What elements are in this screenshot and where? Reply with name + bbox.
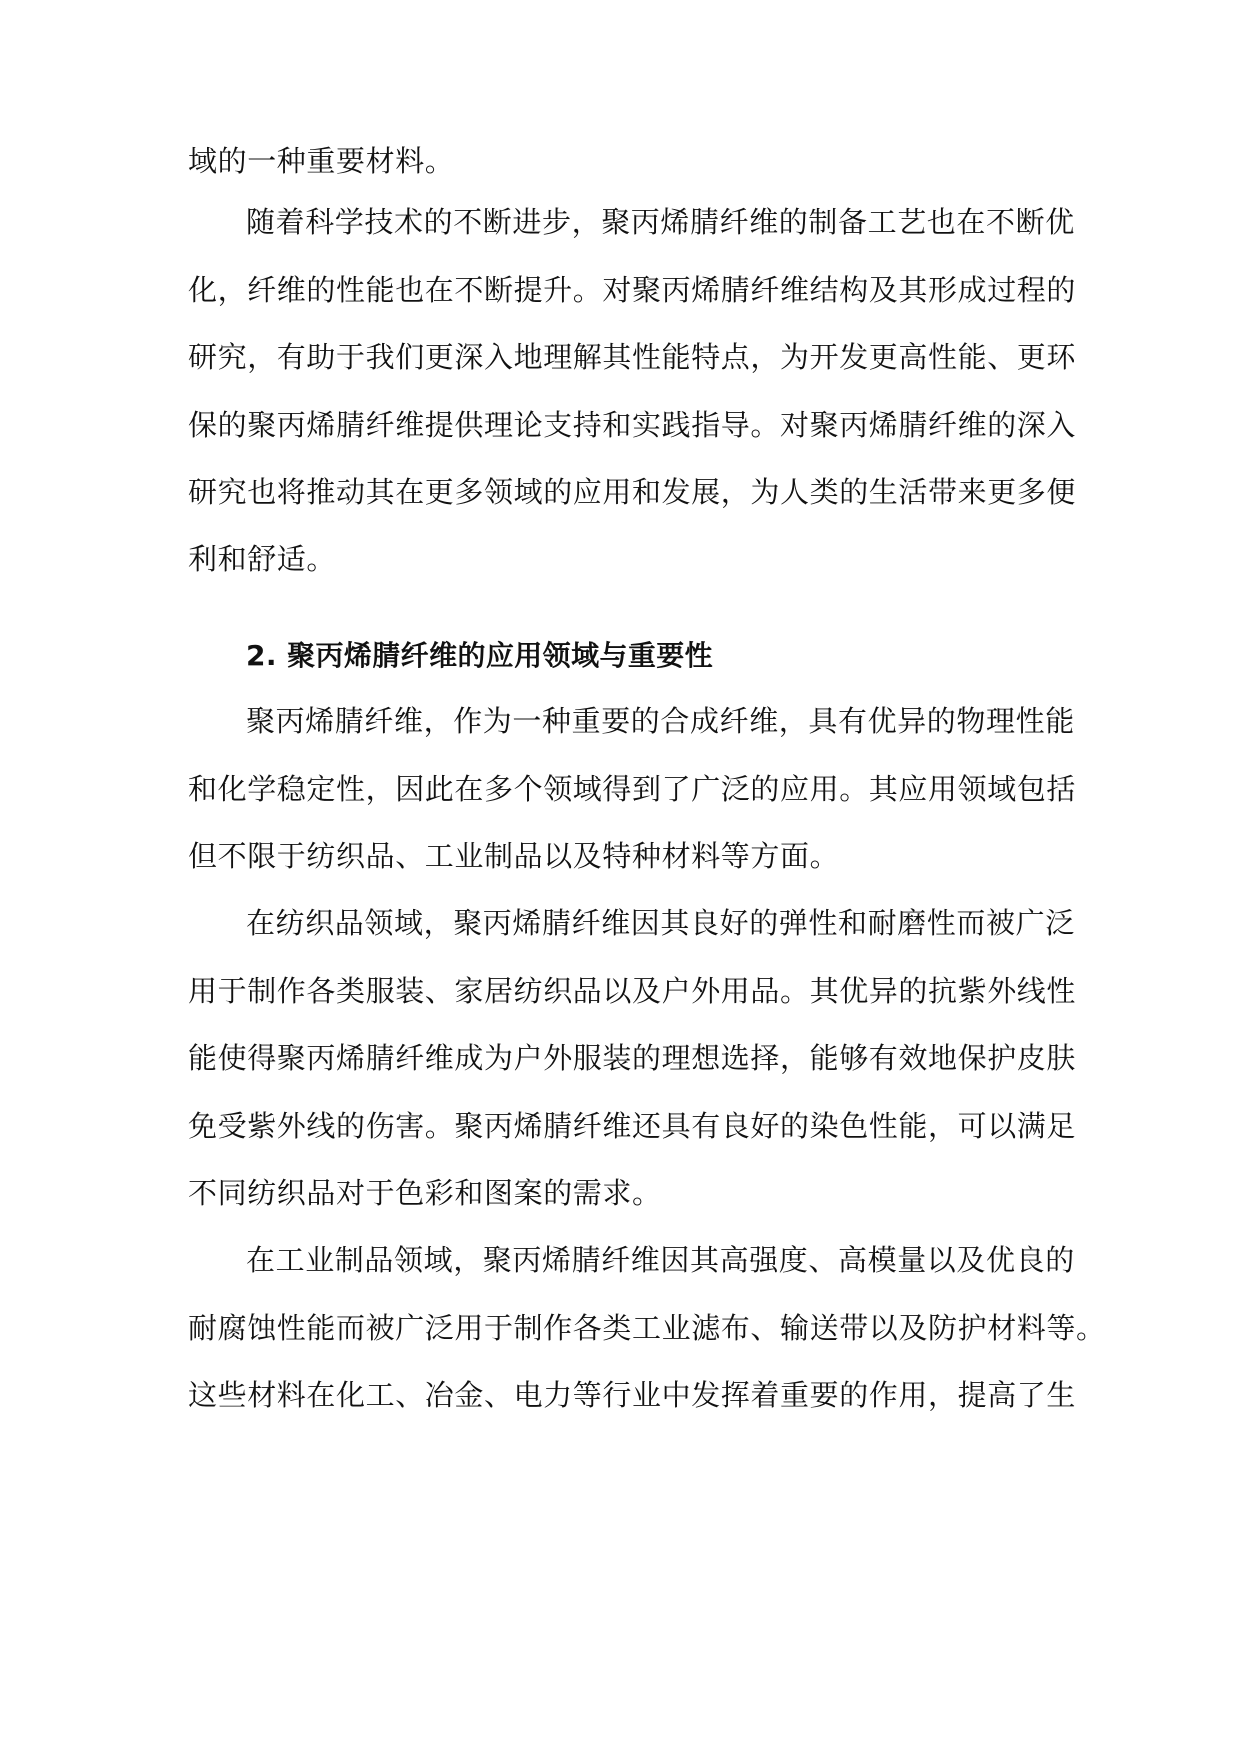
section-heading: 2. 聚丙烯腈纤维的应用领域与重要性 (246, 639, 714, 672)
text-line: 化，纤维的性能也在不断提升。对聚丙烯腈纤维结构及其形成过程的 (188, 273, 1077, 307)
text-line: 保的聚丙烯腈纤维提供理论支持和实践指导。对聚丙烯腈纤维的深入 (188, 408, 1077, 442)
paragraph-first-line: 聚丙烯腈纤维，作为一种重要的合成纤维，具有优异的物理性能 (246, 704, 1075, 738)
text-line: 能使得聚丙烯腈纤维成为户外服装的理想选择，能够有效地保护皮肤 (188, 1041, 1077, 1075)
text-line: 研究，有助于我们更深入地理解其性能特点，为开发更高性能、更环 (188, 340, 1077, 374)
text-line: 研究也将推动其在更多领域的应用和发展，为人类的生活带来更多便 (188, 475, 1077, 509)
text-line: 和化学稳定性，因此在多个领域得到了广泛的应用。其应用领域包括 (188, 772, 1077, 806)
text-line: 用于制作各类服装、家居纺织品以及户外用品。其优异的抗紫外线性 (188, 974, 1077, 1008)
paragraph-first-line: 随着科学技术的不断进步，聚丙烯腈纤维的制备工艺也在不断优 (246, 205, 1075, 239)
text-line: 域的一种重要材料。 (188, 144, 455, 178)
text-line: 这些材料在化工、冶金、电力等行业中发挥着重要的作用，提高了生 (188, 1378, 1077, 1412)
text-line: 不同纺织品对于色彩和图案的需求。 (188, 1176, 662, 1210)
paragraph-first-line: 在纺织品领域，聚丙烯腈纤维因其良好的弹性和耐磨性而被广泛 (246, 906, 1075, 940)
text-line: 但不限于纺织品、工业制品以及特种材料等方面。 (188, 839, 840, 873)
text-line: 免受紫外线的伤害。聚丙烯腈纤维还具有良好的染色性能，可以满足 (188, 1109, 1077, 1143)
text-line: 耐腐蚀性能而被广泛用于制作各类工业滤布、输送带以及防护材料等。 (188, 1311, 1106, 1345)
text-line: 利和舒适。 (188, 542, 337, 576)
paragraph-first-line: 在工业制品领域，聚丙烯腈纤维因其高强度、高模量以及优良的 (246, 1243, 1075, 1277)
